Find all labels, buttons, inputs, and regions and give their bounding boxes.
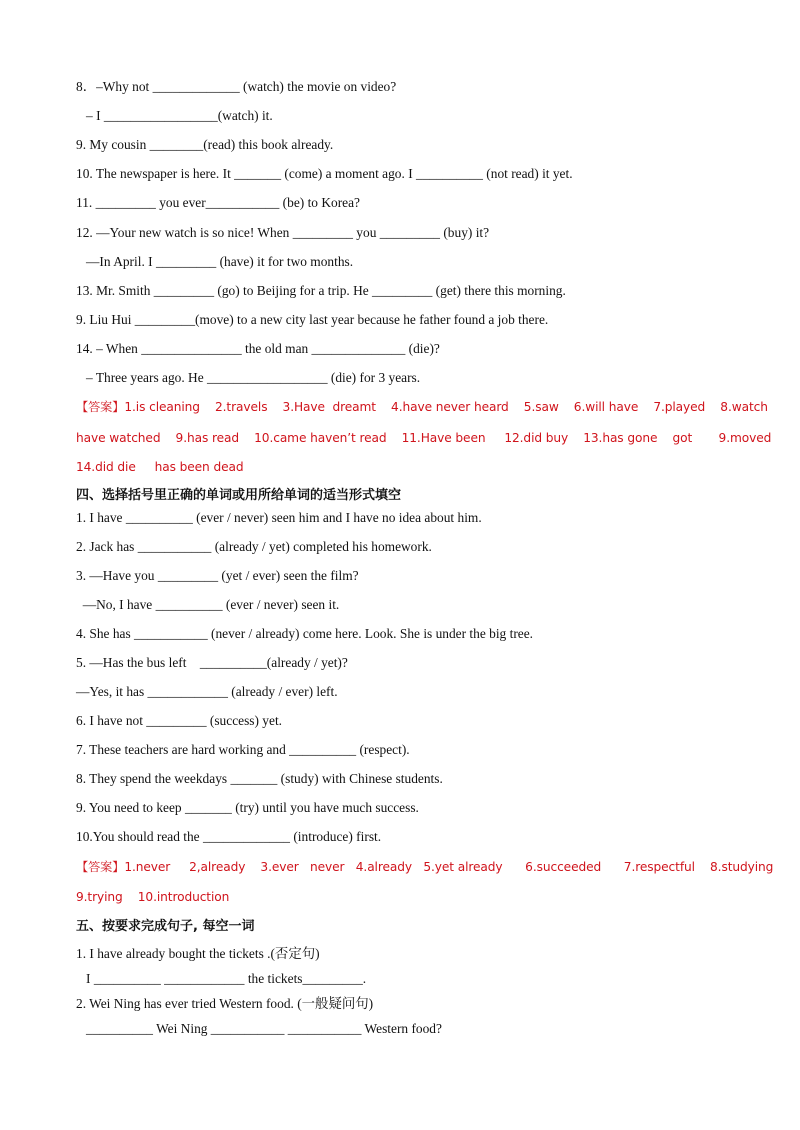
- answer-part4-line1: 【答案】1.never 2,already 3.ever never 4.already 5.yet already 6.succeeded 7.respectful 8.studying: [76, 860, 774, 874]
- part5-question-1: 1. I have already bought the tickets .(否定句): [76, 946, 320, 961]
- question-8-watch: 8．–Why not _____________ (watch) the movie on video?: [76, 79, 397, 94]
- question-11: 11. _________ you ever___________ (be) to Korea?: [76, 195, 360, 210]
- part4-question-9: 9. You need to keep _______ (try) until you have much success.: [76, 800, 419, 815]
- part4-question-5-reply: —Yes, it has ____________ (already / ever) left.: [76, 684, 338, 699]
- answer-part4-line2: 9.trying 10.introduction: [76, 890, 230, 904]
- part5-question-2: 2. Wei Ning has ever tried Western food. (一般疑问句): [76, 996, 374, 1011]
- part4-question-3: 3. —Have you _________ (yet / ever) seen the film?: [76, 568, 359, 583]
- question-14: 14. – When _______________ the old man ______________ (die)?: [76, 341, 440, 356]
- answer-part3-line2: have watched 9.has read 10.came haven’t read 11.Have been 12.did buy 13.has gone got 9.moved: [76, 431, 772, 445]
- question-13: 13. Mr. Smith _________ (go) to Beijing for a trip. He _________ (get) there this morning.: [76, 283, 566, 298]
- question-8-reply: – I _________________(watch) it.: [76, 108, 273, 123]
- part5-question-2-blank: __________ Wei Ning ___________ ___________ Western food?: [76, 1021, 442, 1036]
- part4-question-7: 7. These teachers are hard working and __________ (respect).: [76, 742, 410, 757]
- section-4-heading: 四、选择括号里正确的单词或用所给单词的适当形式填空: [76, 488, 402, 503]
- part4-question-8: 8. They spend the weekdays _______ (study) with Chinese students.: [76, 771, 443, 786]
- part5-question-1-blank: I __________ ____________ the tickets_________.: [76, 971, 367, 986]
- part4-question-1: 1. I have __________ (ever / never) seen him and I have no idea about him.: [76, 510, 482, 525]
- question-9-read: 9. My cousin ________(read) this book already.: [76, 137, 334, 152]
- question-9-move: 9. Liu Hui _________(move) to a new city last year because he father found a job there.: [76, 312, 549, 327]
- part4-question-3-reply: —No, I have __________ (ever / never) seen it.: [76, 597, 340, 612]
- part4-question-10: 10.You should read the _____________ (introduce) first.: [76, 829, 382, 844]
- part4-question-6: 6. I have not _________ (success) yet.: [76, 713, 283, 728]
- answer-part3-line1: 【答案】1.is cleaning 2.travels 3.Have dreamt 4.have never heard 5.saw 6.will have 7.played 8.watch: [76, 400, 768, 414]
- answer-part3-line3: 14.did die has been dead: [76, 460, 244, 474]
- part4-question-2: 2. Jack has ___________ (already / yet) completed his homework.: [76, 539, 432, 554]
- question-12: 12. —Your new watch is so nice! When _________ you _________ (buy) it?: [76, 225, 490, 240]
- part4-question-4: 4. She has ___________ (never / already) come here. Look. She is under the big tree.: [76, 626, 534, 641]
- part4-question-5: 5. —Has the bus left __________(already / yet)?: [76, 655, 348, 670]
- question-12-reply: —In April. I _________ (have) it for two months.: [76, 254, 354, 269]
- question-10: 10. The newspaper is here. It _______ (come) a moment ago. I __________ (not read) it yet.: [76, 166, 573, 181]
- section-5-heading: 五、按要求完成句子, 每空一词: [76, 919, 255, 934]
- question-14-reply: – Three years ago. He __________________ (die) for 3 years.: [76, 370, 421, 385]
